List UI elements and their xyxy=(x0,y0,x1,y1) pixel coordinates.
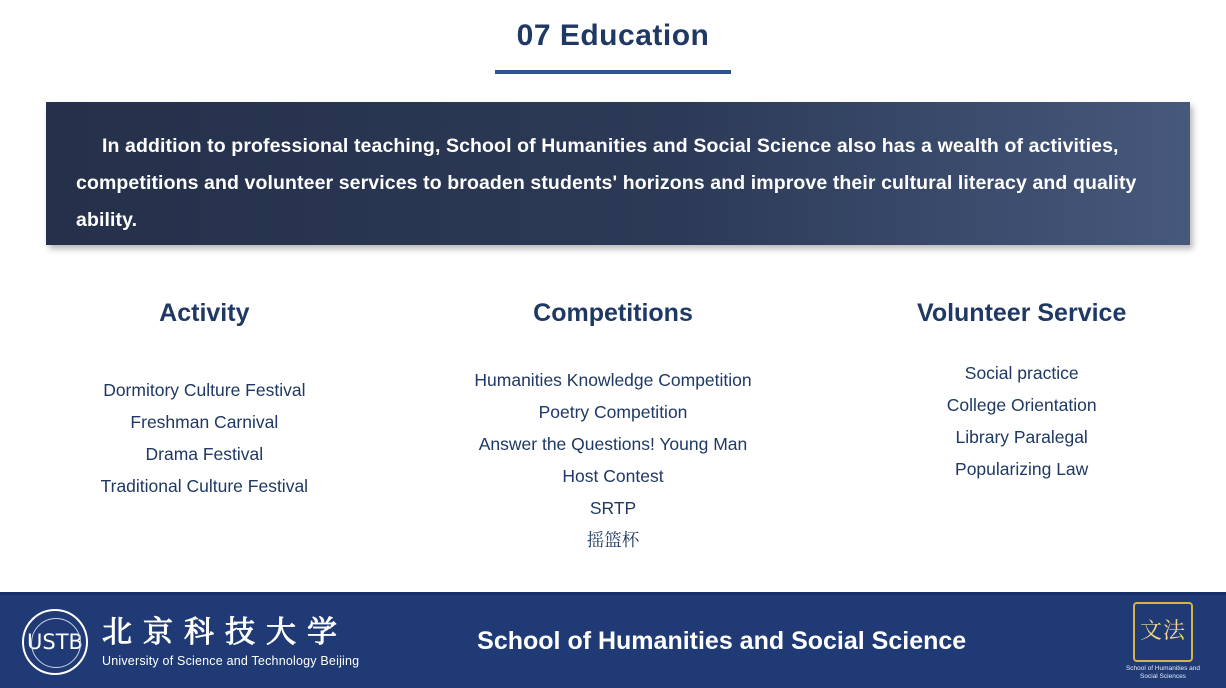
title-underline xyxy=(495,70,731,74)
column-heading: Activity xyxy=(159,299,250,327)
university-name-cn: 北京科技大学 xyxy=(102,614,348,650)
school-badge-icon xyxy=(1133,602,1193,662)
list-item: Traditional Culture Festival xyxy=(100,476,309,496)
footer-bar xyxy=(0,592,1226,688)
column-heading: Competitions xyxy=(533,299,693,327)
footer-school-name: School of Humanities and Social Science xyxy=(477,627,967,655)
list-item: Library Paralegal xyxy=(955,427,1088,447)
list-item: 摇篮杯 xyxy=(586,530,640,550)
school-badge-glyph: 文法 xyxy=(1139,619,1186,644)
list-item: College Orientation xyxy=(946,395,1097,415)
university-logo xyxy=(22,609,359,675)
list-item: Answer the Questions! Young Man xyxy=(478,434,748,454)
list-item: Poetry Competition xyxy=(538,402,688,422)
list-item: Social practice xyxy=(964,363,1079,383)
university-seal-icon xyxy=(22,609,88,675)
column-volunteer-service xyxy=(817,296,1226,556)
intro-banner xyxy=(46,102,1190,245)
list-item: Host Contest xyxy=(562,466,664,486)
seal-glyph: USTB xyxy=(27,629,83,654)
page-title: 07 Education xyxy=(516,19,710,52)
intro-text: In addition to professional teaching, School of Humanities and Social Science also has a wealth of activities, competitions and volunteer services to broaden students' horizons and improve their cultural literacy and quality ability. xyxy=(76,135,1137,231)
list-item: Dormitory Culture Festival xyxy=(103,380,306,400)
school-badge-area xyxy=(1124,602,1202,681)
columns-container xyxy=(0,296,1226,556)
university-name-en: University of Science and Technology Beijing xyxy=(102,653,360,668)
list-item: Humanities Knowledge Competition xyxy=(474,370,752,390)
school-badge-caption: School of Humanities and Social Sciences xyxy=(1125,665,1201,680)
column-activity xyxy=(0,296,409,556)
list-item: Drama Festival xyxy=(145,444,264,464)
list-item: Freshman Carnival xyxy=(130,412,279,432)
column-competitions xyxy=(409,296,818,556)
list-item: SRTP xyxy=(589,498,637,518)
page-title-area xyxy=(0,16,1226,74)
list-item: Popularizing Law xyxy=(955,459,1089,479)
column-heading: Volunteer Service xyxy=(917,299,1127,327)
